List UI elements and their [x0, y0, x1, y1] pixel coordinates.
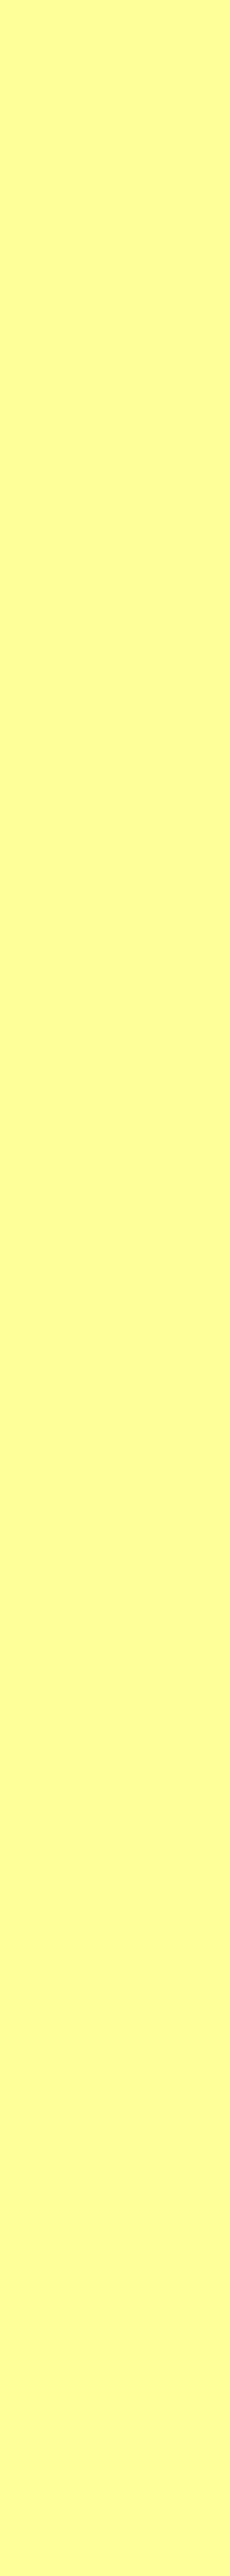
- article-page: [0, 0, 230, 14]
